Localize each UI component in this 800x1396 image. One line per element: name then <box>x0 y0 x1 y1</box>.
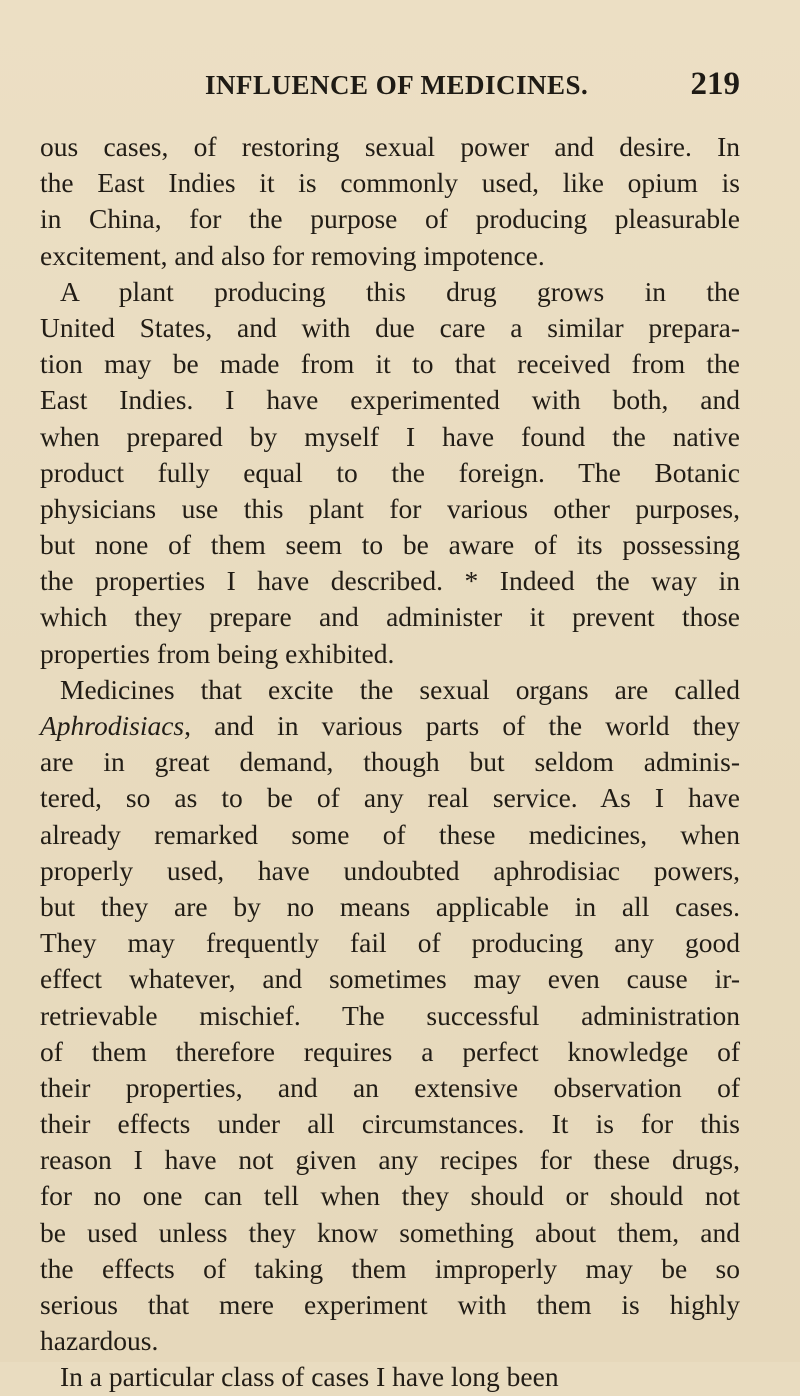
text-line: their properties, and an extensive observation of <box>40 1071 740 1103</box>
text-line: the properties I have described. * Indeed the way in <box>40 565 740 597</box>
text-line: but they are by no means applicable in all cases. <box>40 890 740 922</box>
page-number: 219 <box>690 66 740 102</box>
text-line: already remarked some of these medicines, when <box>40 818 740 850</box>
text-line: United States, and with due care a similar prepara- <box>40 311 740 343</box>
text-line: reason I have not given any recipes for these drugs, <box>40 1144 740 1176</box>
text-line: physicians use this plant for various other purposes, <box>40 492 740 524</box>
text-line: ous cases, of restoring sexual power and desire. In <box>40 131 740 162</box>
text-line: tion may be made from it to that received from the <box>40 348 740 380</box>
text-line-rest: , and in various parts of the world they <box>184 710 740 741</box>
text-line: their effects under all circumstances. It is for this <box>40 1108 740 1140</box>
text-line-with-italic <box>40 708 740 744</box>
body-text <box>40 129 740 1396</box>
text-line: but none of them seem to be aware of its possessing <box>40 529 740 561</box>
text-line: the effects of taking them improperly may be so <box>40 1252 740 1284</box>
text-line: the East Indies it is commonly used, like opium is <box>40 167 740 199</box>
text-line: retrievable mischief. The successful administration <box>40 999 740 1031</box>
text-line: for no one can tell when they should or should not <box>40 1180 740 1212</box>
text-line: are in great demand, though but seldom adminis- <box>40 746 740 778</box>
paragraph-start-line: Medicines that excite the sexual organs are called <box>60 673 740 705</box>
text-line: be used unless they know something about them, and <box>40 1216 740 1248</box>
italic-term: Aphrodisiacs <box>40 710 185 741</box>
text-line: in China, for the purpose of producing pleasurable <box>40 203 740 235</box>
text-line: tered, so as to be of any real service. As I have <box>40 782 740 814</box>
page-header <box>40 66 740 110</box>
running-head: INFLUENCE OF MEDICINES. <box>205 70 589 100</box>
text-line: of them therefore requires a perfect knowledge of <box>40 1035 740 1067</box>
text-line: properly used, have undoubted aphrodisiac powers, <box>40 854 740 886</box>
text-line: properties from being exhibited. <box>40 637 395 669</box>
text-line: which they prepare and administer it prevent those <box>40 601 740 633</box>
text-line: hazardous. <box>40 1325 159 1357</box>
paragraph-start-line: In a particular class of cases I have long been <box>60 1361 559 1393</box>
text-line: effect whatever, and sometimes may even cause ir- <box>40 963 740 995</box>
text-line: product fully equal to the foreign. The Botanic <box>40 456 740 488</box>
text-line: They may frequently fail of producing any good <box>40 927 740 959</box>
text-line: serious that mere experiment with them is highly <box>40 1289 740 1320</box>
paragraph-start-line: A plant producing this drug grows in the <box>60 275 740 307</box>
text-line: excitement, and also for removing impotence. <box>40 239 545 271</box>
text-line: East Indies. I have experimented with both, and <box>40 384 740 416</box>
text-line: when prepared by myself I have found the native <box>40 420 740 452</box>
